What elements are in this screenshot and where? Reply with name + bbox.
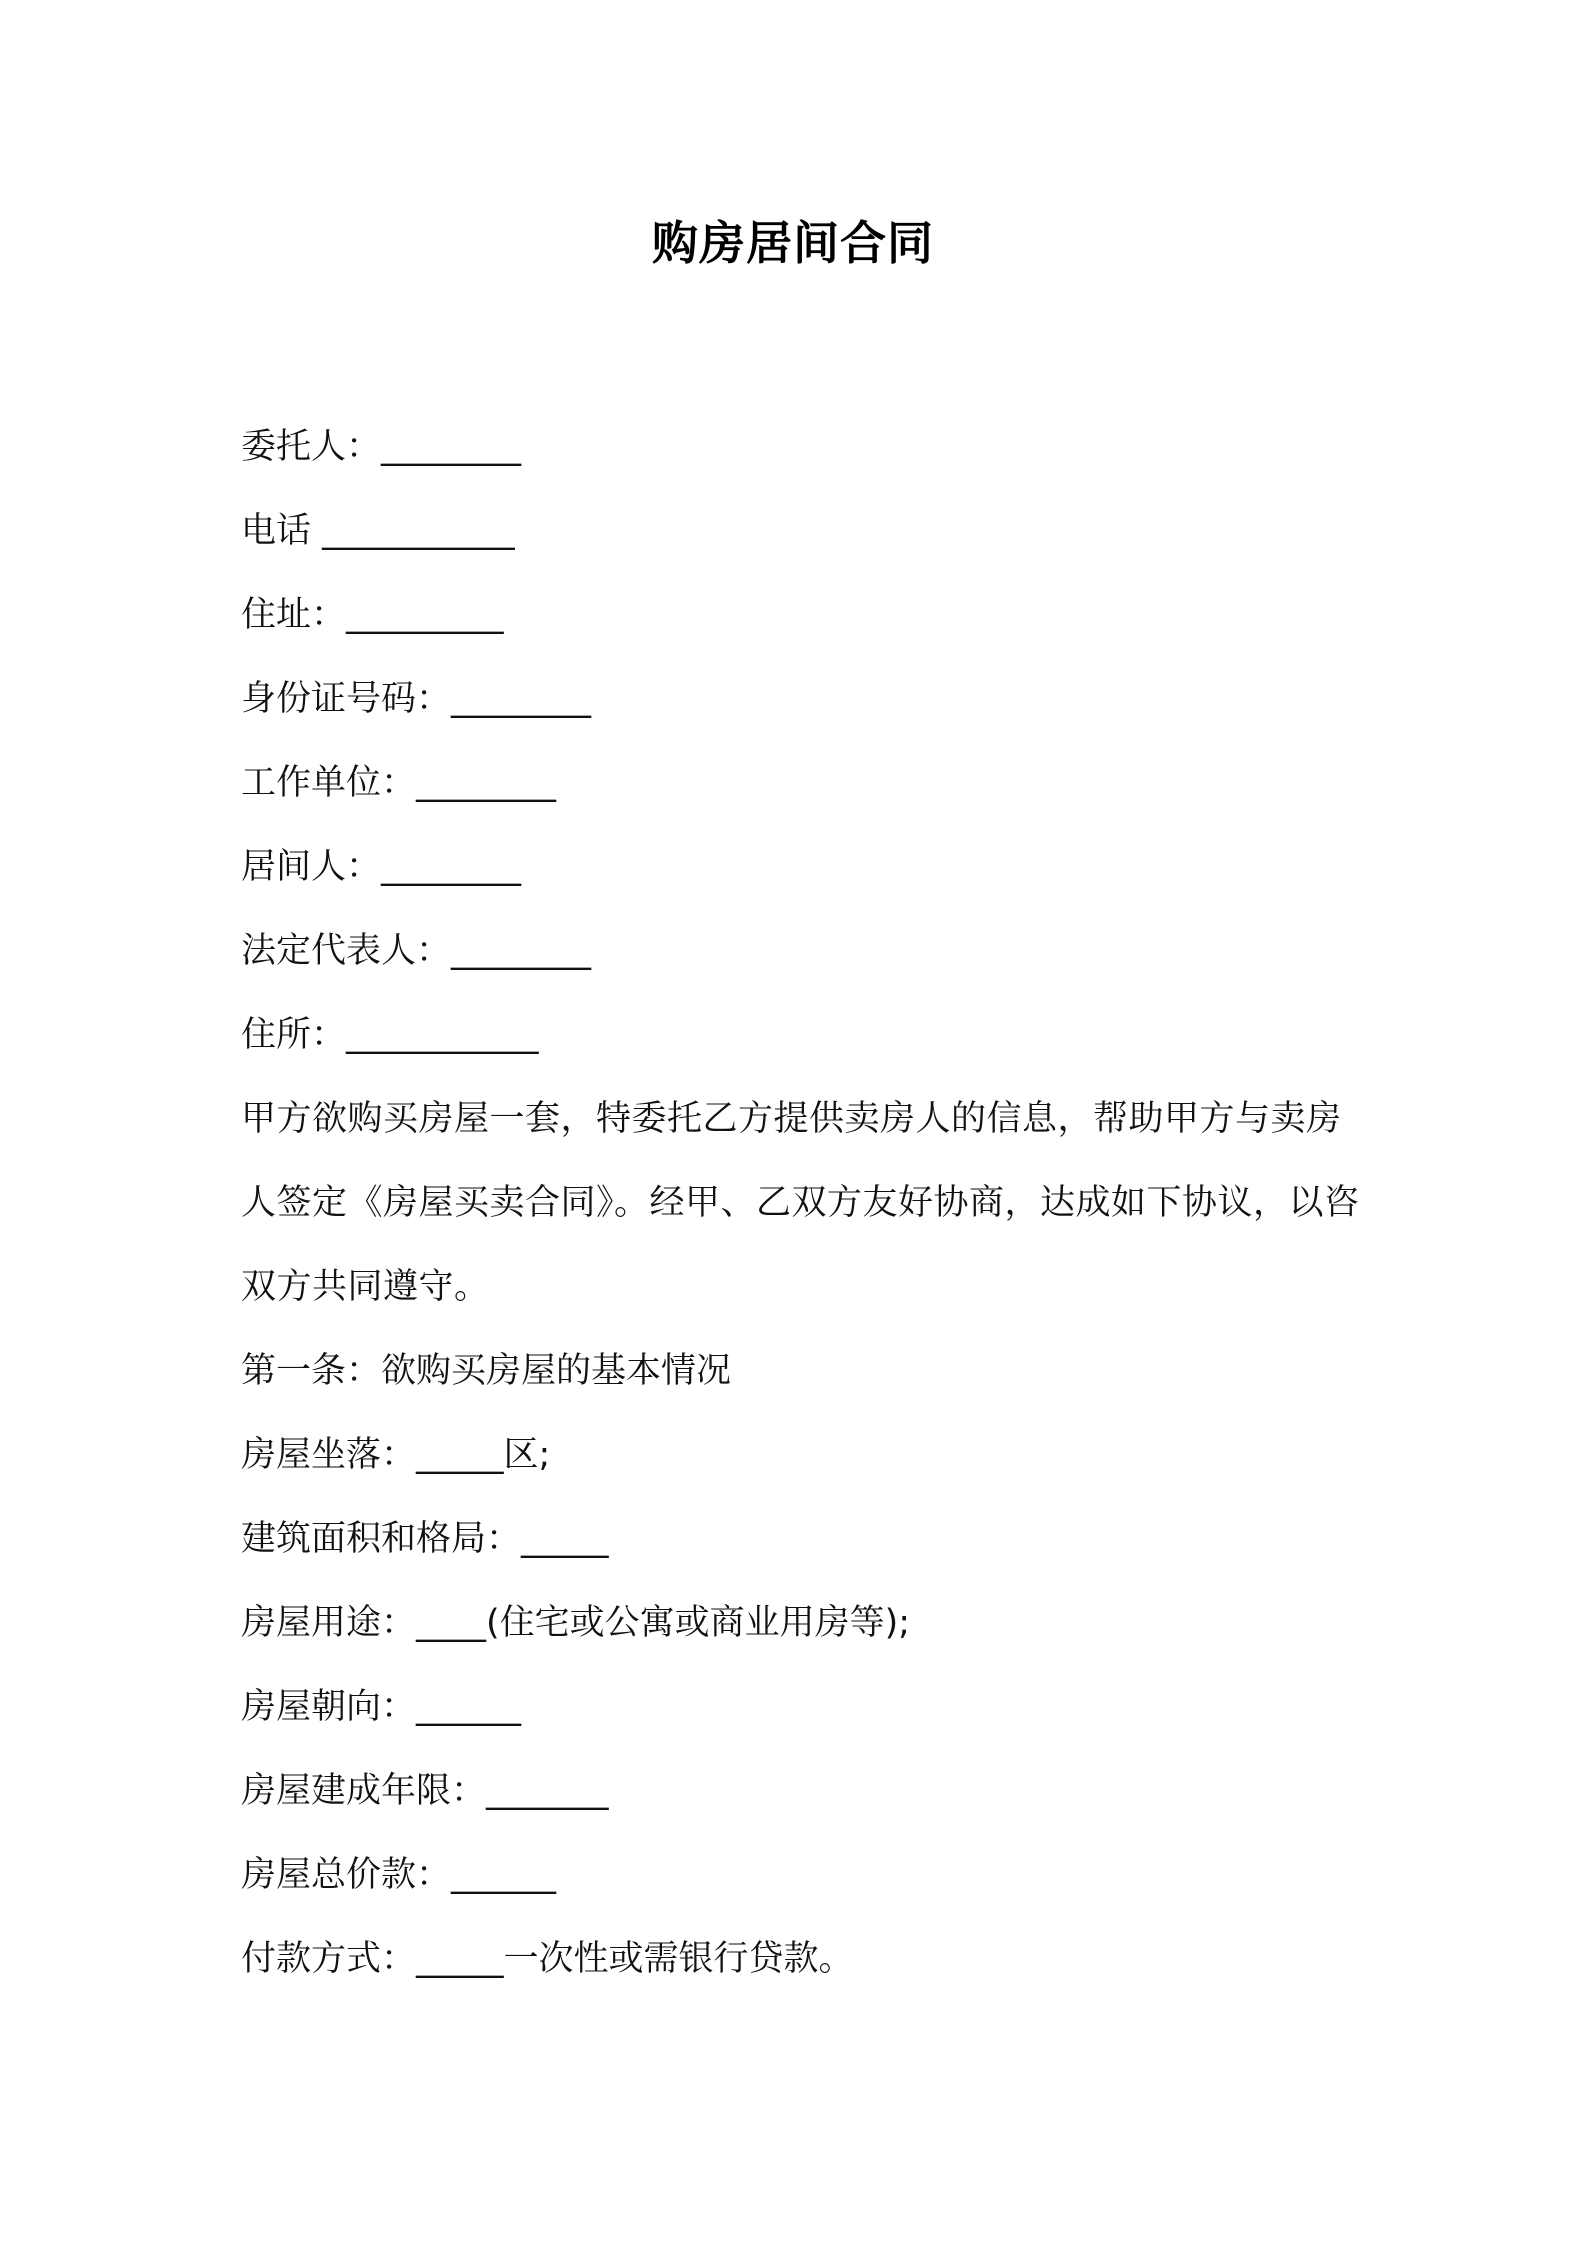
item-house-location: 房屋坐落：_____区; [241, 1435, 551, 1475]
item-floor-area-layout: 建筑面积和格局：_____ [241, 1519, 609, 1559]
item-total-price: 房屋总价款：______ [241, 1855, 557, 1895]
field-employer: 工作单位：________ [241, 763, 557, 803]
field-id-number: 身份证号码：________ [241, 679, 592, 719]
article-1-heading: 第一条：欲购买房屋的基本情况 [241, 1351, 732, 1391]
item-payment-method: 付款方式：_____一次性或需银行贷款。 [241, 1939, 854, 1979]
field-client: 委托人：________ [241, 427, 522, 467]
field-address: 住址：_________ [241, 595, 504, 635]
field-domicile: 住所：___________ [241, 1015, 539, 1055]
item-build-year: 房屋建成年限：_______ [241, 1771, 609, 1811]
field-legal-representative: 法定代表人：________ [241, 931, 592, 971]
document-body [241, 405, 1371, 2001]
field-broker: 居间人：________ [241, 847, 522, 887]
field-phone: 电话 ___________ [241, 511, 515, 551]
intro-paragraph: 甲方欲购买房屋一套，特委托乙方提供卖房人的信息，帮助甲方与卖房人签定《房屋买卖合同》。经甲、乙双方友好协商，达成如下协议，以咨双方共同遵守。 [241, 1099, 1360, 1307]
item-house-orientation: 房屋朝向：______ [241, 1687, 522, 1727]
document-title: 购房居间合同 [652, 216, 934, 270]
item-house-usage: 房屋用途：____(住宅或公寓或商业用房等); [241, 1603, 911, 1643]
